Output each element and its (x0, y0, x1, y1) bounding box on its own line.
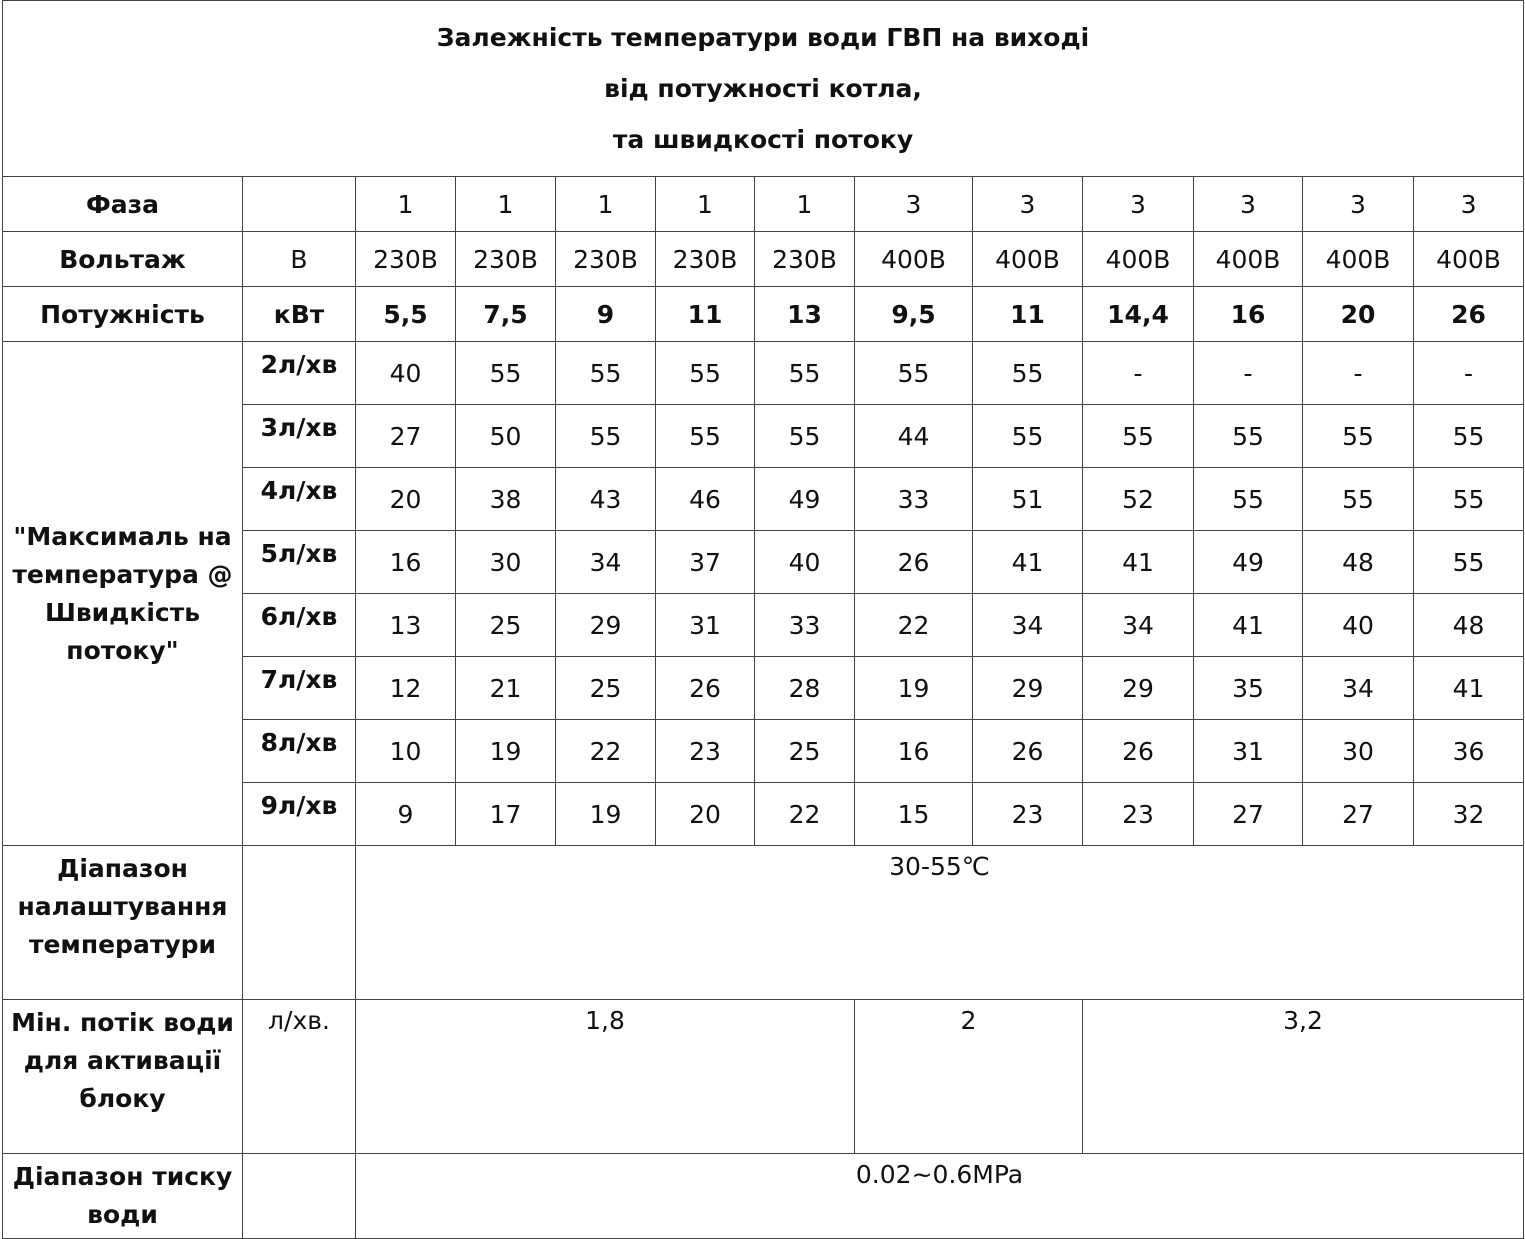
pressure-label: Діапазон тиску води (3, 1154, 243, 1239)
temp-cell: 29 (1083, 657, 1194, 720)
voltage-value: 400В (1414, 232, 1524, 287)
flow-label: 3л/хв (243, 405, 356, 468)
phase-unit (243, 177, 356, 232)
temp-cell: 49 (1194, 531, 1303, 594)
temp-cell: 51 (973, 468, 1083, 531)
voltage-value: 230В (456, 232, 556, 287)
temp-cell: 41 (1194, 594, 1303, 657)
temp-cell: - (1414, 342, 1524, 405)
power-value: 11 (973, 287, 1083, 342)
temp-cell: 26 (1083, 720, 1194, 783)
temp-cell: 55 (1194, 468, 1303, 531)
temp-cell: 19 (556, 783, 656, 846)
temp-cell: 55 (556, 405, 656, 468)
temp-cell: 55 (456, 342, 556, 405)
temp-cell: - (1083, 342, 1194, 405)
temp-cell: 55 (755, 405, 855, 468)
min-flow-label: Мін. потік води для активації блоку (3, 1000, 243, 1154)
phase-row (3, 177, 1524, 232)
voltage-label: Вольтаж (3, 232, 243, 287)
phase-value: 3 (855, 177, 973, 232)
voltage-value: 230В (656, 232, 755, 287)
voltage-value: 400В (973, 232, 1083, 287)
temp-cell: 36 (1414, 720, 1524, 783)
temp-cell: 44 (855, 405, 973, 468)
temp-cell: 33 (855, 468, 973, 531)
temp-cell: 43 (556, 468, 656, 531)
temp-cell: 55 (1303, 468, 1414, 531)
temp-cell: 30 (456, 531, 556, 594)
power-value: 13 (755, 287, 855, 342)
temp-range-row (3, 846, 1524, 1000)
temp-cell: 34 (1083, 594, 1194, 657)
temp-cell: 48 (1303, 531, 1414, 594)
table-title (3, 1, 1524, 177)
temp-cell: 26 (855, 531, 973, 594)
temp-cell: - (1303, 342, 1414, 405)
flow-label: 2л/хв (243, 342, 356, 405)
temp-cell: 20 (656, 783, 755, 846)
temp-cell: 13 (356, 594, 456, 657)
temp-cell: 40 (755, 531, 855, 594)
temp-cell: 55 (1083, 405, 1194, 468)
temp-cell: 22 (855, 594, 973, 657)
temp-cell: 34 (1303, 657, 1414, 720)
max-temp-label: "Максималь на температура @ Швидкість потоку" (3, 342, 243, 846)
power-value: 9,5 (855, 287, 973, 342)
power-value: 20 (1303, 287, 1414, 342)
flow-label: 4л/хв (243, 468, 356, 531)
title-line-3: та швидкості потоку (612, 125, 914, 154)
temp-cell: 34 (556, 531, 656, 594)
phase-label: Фаза (3, 177, 243, 232)
temp-cell: 17 (456, 783, 556, 846)
min-flow-value: 2 (855, 1000, 1083, 1154)
phase-value: 3 (1414, 177, 1524, 232)
temp-cell: 46 (656, 468, 755, 531)
temp-cell: 25 (556, 657, 656, 720)
phase-value: 1 (556, 177, 656, 232)
voltage-row (3, 232, 1524, 287)
temp-cell: 55 (973, 405, 1083, 468)
temp-cell: 31 (1194, 720, 1303, 783)
temp-cell: 55 (656, 405, 755, 468)
spec-table (2, 0, 1524, 1239)
temp-cell: 40 (356, 342, 456, 405)
temp-cell: 31 (656, 594, 755, 657)
temp-cell: 55 (755, 342, 855, 405)
phase-value: 3 (1194, 177, 1303, 232)
temp-cell: 37 (656, 531, 755, 594)
temp-cell: 25 (456, 594, 556, 657)
temp-cell: 55 (855, 342, 973, 405)
pressure-value: 0.02~0.6MPa (356, 1154, 1524, 1239)
temp-cell: 28 (755, 657, 855, 720)
temp-cell: 25 (755, 720, 855, 783)
phase-value: 1 (656, 177, 755, 232)
temp-cell: 21 (456, 657, 556, 720)
temp-cell: 55 (556, 342, 656, 405)
temp-cell: 26 (656, 657, 755, 720)
temp-range-value: 30-55℃ (356, 846, 1524, 1000)
power-row (3, 287, 1524, 342)
min-flow-value: 3,2 (1083, 1000, 1524, 1154)
temp-cell: 32 (1414, 783, 1524, 846)
power-value: 16 (1194, 287, 1303, 342)
temp-cell: 19 (456, 720, 556, 783)
temp-cell: 27 (1194, 783, 1303, 846)
temp-cell: 9 (356, 783, 456, 846)
power-label: Потужність (3, 287, 243, 342)
voltage-value: 400В (1194, 232, 1303, 287)
temp-cell: 41 (1083, 531, 1194, 594)
power-value: 26 (1414, 287, 1524, 342)
temp-cell: 10 (356, 720, 456, 783)
phase-value: 3 (973, 177, 1083, 232)
temp-cell: 41 (973, 531, 1083, 594)
temp-cell: 35 (1194, 657, 1303, 720)
temp-cell: 15 (855, 783, 973, 846)
power-value: 9 (556, 287, 656, 342)
power-value: 7,5 (456, 287, 556, 342)
temp-cell: 48 (1414, 594, 1524, 657)
min-flow-row (3, 1000, 1524, 1154)
phase-value: 1 (456, 177, 556, 232)
temp-cell: - (1194, 342, 1303, 405)
temp-range-unit (243, 846, 356, 1000)
phase-value: 1 (356, 177, 456, 232)
flow-label: 9л/хв (243, 783, 356, 846)
temp-cell: 55 (1414, 531, 1524, 594)
temp-cell: 20 (356, 468, 456, 531)
temp-cell: 19 (855, 657, 973, 720)
temp-cell: 30 (1303, 720, 1414, 783)
temp-cell: 23 (656, 720, 755, 783)
temp-cell: 29 (973, 657, 1083, 720)
voltage-value: 230В (755, 232, 855, 287)
temp-cell: 50 (456, 405, 556, 468)
temp-cell: 41 (1414, 657, 1524, 720)
temp-cell: 29 (556, 594, 656, 657)
temp-cell: 55 (1414, 468, 1524, 531)
temp-cell: 26 (973, 720, 1083, 783)
voltage-value: 400В (1083, 232, 1194, 287)
flow-label: 6л/хв (243, 594, 356, 657)
flow-label: 8л/хв (243, 720, 356, 783)
temp-cell: 12 (356, 657, 456, 720)
temp-cell: 55 (656, 342, 755, 405)
temp-cell: 55 (1414, 405, 1524, 468)
temp-cell: 23 (1083, 783, 1194, 846)
temp-cell: 27 (356, 405, 456, 468)
temp-cell: 38 (456, 468, 556, 531)
title-line-1: Залежність температури води ГВП на виході (436, 23, 1090, 52)
temp-cell: 27 (1303, 783, 1414, 846)
temp-cell: 22 (755, 783, 855, 846)
temp-cell: 55 (973, 342, 1083, 405)
flow-label: 7л/хв (243, 657, 356, 720)
temp-cell: 55 (1303, 405, 1414, 468)
temp-cell: 22 (556, 720, 656, 783)
power-value: 14,4 (1083, 287, 1194, 342)
power-unit: кВт (243, 287, 356, 342)
temp-cell: 52 (1083, 468, 1194, 531)
flow-label: 5л/хв (243, 531, 356, 594)
temp-cell: 49 (755, 468, 855, 531)
pressure-row (3, 1154, 1524, 1239)
min-flow-value: 1,8 (356, 1000, 855, 1154)
voltage-value: 230В (556, 232, 656, 287)
temp-cell: 16 (855, 720, 973, 783)
temp-cell: 33 (755, 594, 855, 657)
voltage-value: 400В (855, 232, 973, 287)
title-line-2: від потужності котла, (604, 74, 922, 103)
temp-cell: 34 (973, 594, 1083, 657)
min-flow-unit: л/хв. (243, 1000, 356, 1154)
temp-cell: 40 (1303, 594, 1414, 657)
power-value: 5,5 (356, 287, 456, 342)
temp-cell: 55 (1194, 405, 1303, 468)
temp-cell: 16 (356, 531, 456, 594)
voltage-value: 400В (1303, 232, 1414, 287)
phase-value: 1 (755, 177, 855, 232)
voltage-value: 230В (356, 232, 456, 287)
temp-range-label: Діапазон налаштування температури (3, 846, 243, 1000)
phase-value: 3 (1303, 177, 1414, 232)
power-value: 11 (656, 287, 755, 342)
voltage-unit: В (243, 232, 356, 287)
temp-cell: 23 (973, 783, 1083, 846)
temp-row (3, 342, 1524, 405)
phase-value: 3 (1083, 177, 1194, 232)
pressure-unit (243, 1154, 356, 1239)
